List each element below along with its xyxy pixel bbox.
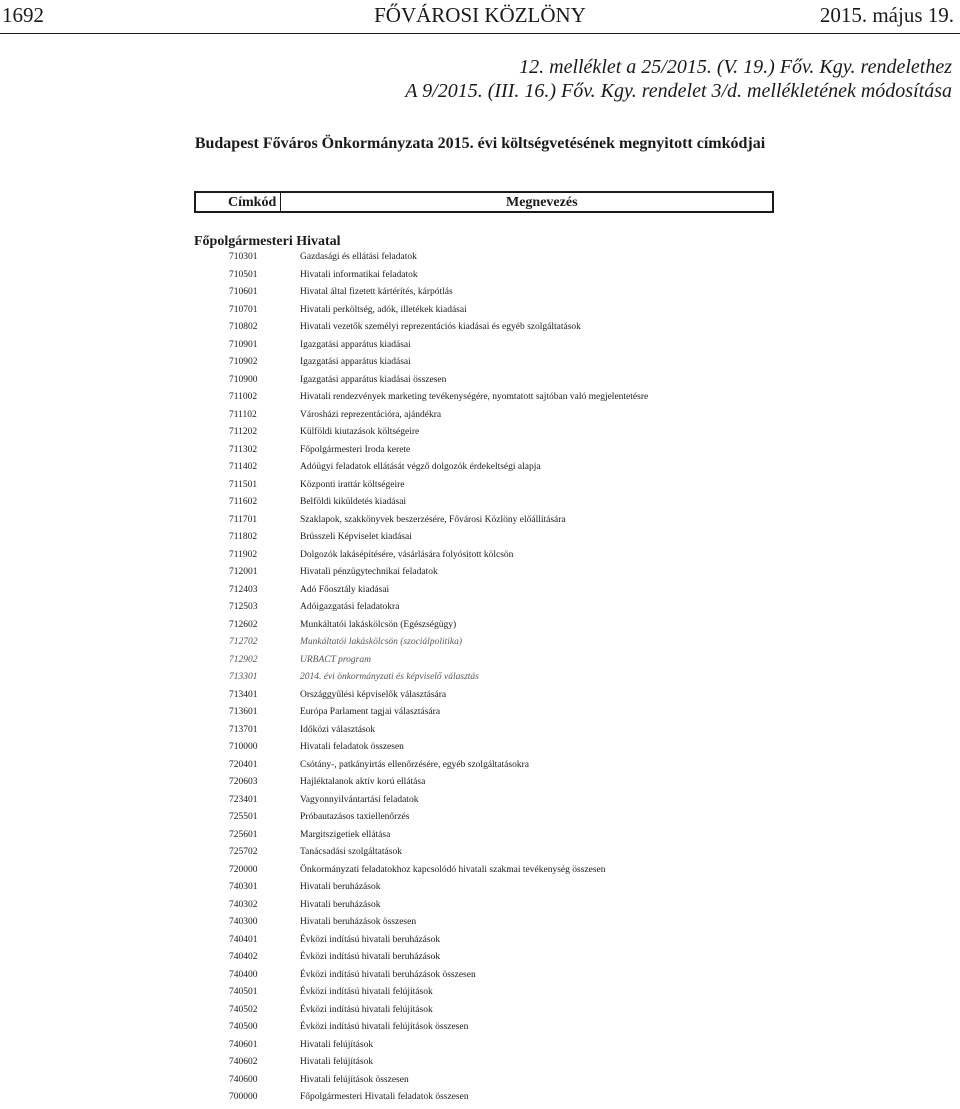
table-row [0, 809, 960, 827]
annex-subtitle: A 9/2015. (III. 16.) Főv. Kgy. rendelet 3/d. mellékletének módosítása [405, 80, 952, 102]
table-row [0, 582, 960, 600]
row-code: 711302 [229, 444, 258, 455]
row-name: 2014. évi önkormányzati és képviselő választás [300, 672, 479, 682]
table-row [0, 599, 960, 617]
row-code: 740400 [229, 969, 258, 980]
row-name: URBACT program [300, 654, 371, 665]
row-name: Hivatali felújítások összesen [300, 1074, 409, 1085]
table-row [0, 949, 960, 967]
row-name: Hivatali felújítások [300, 1039, 374, 1050]
table-row [0, 1002, 960, 1020]
row-code: 740600 [229, 1074, 258, 1085]
table-row [0, 792, 960, 810]
row-code: 710601 [229, 287, 258, 297]
row-code: 710900 [229, 374, 258, 385]
row-code: 710000 [229, 742, 258, 752]
row-name: Szaklapok, szakkönyvek beszerzésére, Fővárosi Közlöny előállítására [300, 514, 566, 525]
row-code: 740502 [229, 1004, 258, 1015]
row-name: Dolgozók lakásépítésére, vásárlására folyósított kölcsön [300, 549, 514, 560]
row-name: Belföldi kiküldetés kiadásai [300, 497, 407, 507]
row-code: 711102 [229, 409, 257, 420]
row-name: Igazgatási apparátus kiadásai összesen [300, 374, 447, 385]
row-code: 712702 [229, 637, 258, 647]
row-name: Időközi választások [300, 724, 376, 735]
table-row [0, 722, 960, 740]
row-code: 740601 [229, 1039, 258, 1050]
row-name: Évközi indítású hivatali felújítások [300, 987, 433, 997]
row-code: 712902 [229, 654, 258, 665]
table-row [0, 319, 960, 337]
row-code: 720401 [229, 759, 258, 770]
table-row [0, 424, 960, 442]
row-name: Hivatali informatikai feladatok [300, 269, 418, 280]
table-row [0, 354, 960, 372]
table-row [0, 757, 960, 775]
header-divider [0, 33, 960, 34]
document-title: Budapest Főváros Önkormányzata 2015. évi költségvetésének megnyitott címkódjai [194, 135, 766, 152]
publication-title: FŐVÁROSI KÖZLÖNY [374, 3, 586, 27]
table-row [0, 879, 960, 897]
page-number: 1692 [2, 3, 44, 27]
row-name: Hivatali beruházások [300, 899, 381, 910]
row-name: Főpolgármesteri Hivatali feladatok összesen [300, 1092, 469, 1102]
table-row [0, 267, 960, 285]
row-name: Munkáltatói lakáskölcsön (szociálpolitika) [300, 637, 463, 647]
row-name: Önkormányzati feladatokhoz kapcsolódó hivatali szakmai tevékenység összesen [300, 864, 606, 875]
table-row [0, 844, 960, 862]
row-code: 725702 [229, 847, 258, 857]
row-name: Hivatali perköltség, adók, illetékek kiadásai [300, 304, 467, 315]
row-code: 713701 [229, 724, 258, 735]
table-row [0, 1019, 960, 1037]
row-code: 700000 [229, 1092, 258, 1102]
row-name: Adóügyi feladatok ellátását végző dolgozók érdekeltségi alapja [300, 462, 541, 472]
table-row [0, 984, 960, 1002]
row-code: 712403 [229, 584, 258, 595]
table-row [0, 459, 960, 477]
row-name: Hivatali feladatok összesen [300, 742, 404, 752]
table-row [0, 407, 960, 425]
row-name: Főpolgármesteri Iroda kerete [300, 444, 411, 455]
row-name: Évközi indítású hivatali felújítások összesen [300, 1022, 469, 1032]
row-code: 710902 [229, 357, 258, 367]
row-name: Hivatal által fizetett kártérítés, kárpótlás [300, 287, 453, 297]
row-code: 711501 [229, 479, 258, 490]
row-name: Országgyűlési képviselők választására [300, 689, 447, 700]
row-code: 712001 [229, 567, 258, 577]
row-code: 711701 [229, 514, 258, 525]
table-row [0, 547, 960, 565]
column-header-code: Címkód [228, 195, 277, 210]
row-code: 711402 [229, 462, 258, 472]
table-row [0, 1089, 960, 1107]
row-code: 740501 [229, 987, 258, 997]
table-row [0, 337, 960, 355]
table-header [194, 191, 774, 213]
table-row [0, 774, 960, 792]
row-code: 711802 [229, 532, 258, 542]
table-row [0, 302, 960, 320]
table-row [0, 669, 960, 687]
row-code: 723401 [229, 794, 258, 805]
row-code: 725601 [229, 829, 258, 840]
table-row [0, 1072, 960, 1090]
row-name: Hivatali beruházások összesen [300, 917, 417, 927]
table-row [0, 862, 960, 880]
table-row [0, 494, 960, 512]
table-row [0, 249, 960, 267]
column-header-name: Megnevezés [506, 195, 578, 210]
row-name: Hivatali rendezvények marketing tevékenységére, nyomtatott sajtóban való megjelentetésre [300, 392, 649, 402]
row-name: Hivatali vezetők személyi reprezentációs kiadásai és egyéb szolgáltatások [300, 322, 581, 332]
table-row [0, 529, 960, 547]
table-row [0, 1054, 960, 1072]
table-row [0, 914, 960, 932]
row-name: Brüsszeli Képviselet kiadásai [300, 532, 412, 542]
row-code: 710901 [229, 339, 258, 350]
row-code: 712602 [229, 619, 258, 630]
row-code: 740500 [229, 1022, 258, 1032]
row-code: 710802 [229, 322, 258, 332]
annex-reference: 12. melléklet a 25/2015. (V. 19.) Főv. Kgy. rendelethez [519, 56, 952, 78]
table-row [0, 687, 960, 705]
row-code: 720000 [229, 864, 258, 875]
row-code: 710701 [229, 304, 258, 315]
row-name: Évközi indítású hivatali beruházások összesen [300, 969, 476, 980]
row-name: Városházi reprezentációra, ajándékra [300, 409, 442, 420]
row-name: Központi irattár költségeire [300, 479, 405, 490]
row-code: 710301 [229, 252, 258, 262]
row-name: Európa Parlament tagjai választására [300, 707, 441, 717]
row-name: Hajléktalanok aktív korú ellátása [300, 777, 426, 787]
table-row [0, 564, 960, 582]
table-row [0, 1037, 960, 1055]
row-code: 712503 [229, 602, 258, 612]
table-row [0, 967, 960, 985]
row-code: 740300 [229, 917, 258, 927]
table-row [0, 704, 960, 722]
table-row [0, 897, 960, 915]
row-code: 713401 [229, 689, 258, 700]
row-code: 710501 [229, 269, 258, 280]
row-name: Gazdasági és ellátási feladatok [300, 252, 417, 262]
row-name: Igazgatási apparátus kiadásai [300, 339, 411, 350]
column-divider [280, 193, 281, 211]
table-row [0, 284, 960, 302]
table-row [0, 389, 960, 407]
row-code: 711902 [229, 549, 258, 560]
table-row [0, 617, 960, 635]
row-name: Évközi indítású hivatali beruházások [300, 952, 441, 962]
row-code: 713601 [229, 707, 258, 717]
row-code: 740301 [229, 882, 258, 892]
table-row [0, 739, 960, 757]
row-code: 740602 [229, 1057, 258, 1067]
row-name: Hivatali felújítások [300, 1057, 374, 1067]
row-name: Adóigazgatási feladatokra [300, 602, 400, 612]
publication-date: 2015. május 19. [819, 3, 954, 27]
table-row [0, 652, 960, 670]
row-name: Próbautazásos taxiellenőrzés [300, 812, 410, 822]
row-code: 720603 [229, 777, 258, 787]
row-name: Adó Főosztály kiadásai [300, 584, 390, 595]
row-name: Vagyonnyilvántartási feladatok [300, 794, 419, 805]
row-name: Igazgatási apparátus kiadásai [300, 357, 411, 367]
row-name: Külföldi kiutazások költségeire [300, 427, 420, 437]
row-name: Évközi indítású hivatali beruházások [300, 934, 441, 945]
table-row [0, 827, 960, 845]
row-code: 740401 [229, 934, 258, 945]
row-name: Hivatali beruházások [300, 882, 381, 892]
table-row [0, 634, 960, 652]
row-name: Margitszigetiek ellátása [300, 829, 391, 840]
page-header [0, 0, 960, 36]
row-name: Tanácsadási szolgáltatások [300, 847, 402, 857]
row-code: 711602 [229, 497, 258, 507]
row-name: Hivatali pénzügytechnikai feladatok [300, 567, 438, 577]
row-code: 711202 [229, 427, 258, 437]
row-code: 740302 [229, 899, 258, 910]
table-row [0, 477, 960, 495]
section-heading: Főpolgármesteri Hivatal [194, 234, 341, 249]
table-row [0, 932, 960, 950]
table-row [0, 512, 960, 530]
row-code: 711002 [229, 392, 258, 402]
row-name: Csótány-, patkányirtás ellenőrzésére, egyéb szolgáltatásokra [300, 759, 529, 770]
row-code: 713301 [229, 672, 258, 682]
table-row [0, 372, 960, 390]
row-name: Munkáltatói lakáskölcsön (Egészségügy) [300, 619, 457, 630]
code-table [0, 249, 960, 1107]
row-name: Évközi indítású hivatali felújítások [300, 1004, 433, 1015]
row-code: 740402 [229, 952, 258, 962]
row-code: 725501 [229, 812, 258, 822]
table-row [0, 442, 960, 460]
